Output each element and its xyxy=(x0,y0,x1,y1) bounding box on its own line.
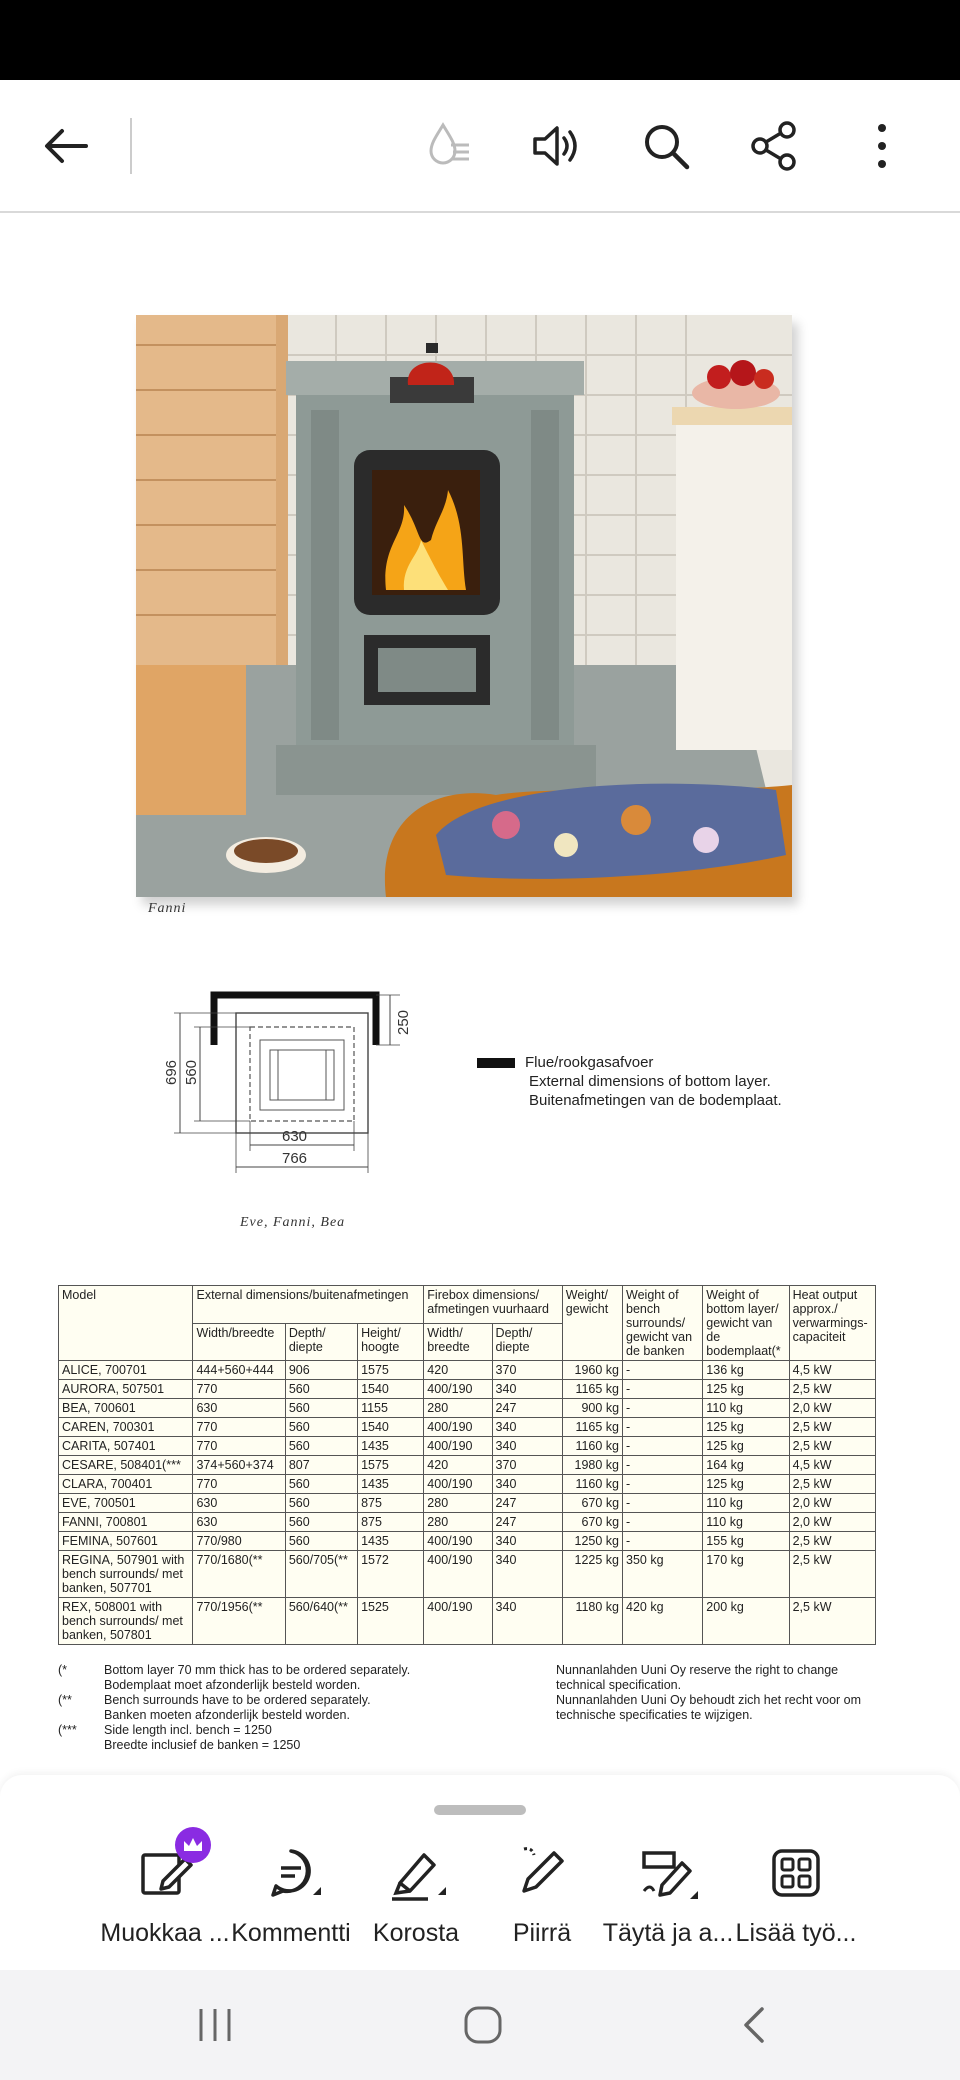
table-row xyxy=(59,1380,876,1399)
chevron-left-icon xyxy=(738,2005,768,2045)
footnote-3-en: Side length incl. bench = 1250 xyxy=(104,1723,272,1737)
legend-line-2: External dimensions of bottom layer. xyxy=(529,1073,771,1090)
cell-ext-width: 770/1956(** xyxy=(193,1598,285,1645)
cell-bench-weight: - xyxy=(623,1418,703,1437)
cell-fb-width: 280 xyxy=(424,1494,492,1513)
cell-fb-width: 400/190 xyxy=(424,1437,492,1456)
cell-heat-output: 2,0 kW xyxy=(789,1494,875,1513)
cell-bottom-weight: 110 kg xyxy=(703,1513,789,1532)
cell-weight: 1160 kg xyxy=(562,1475,622,1494)
speaker-icon xyxy=(529,119,583,173)
disclaimer-nl: Nunnanlahden Uuni Oy behoudt zich het recht voor om technische specificaties te wijzigen. xyxy=(556,1693,862,1722)
cell-weight: 1980 kg xyxy=(562,1456,622,1475)
home-button[interactable] xyxy=(453,2000,513,2050)
draw-icon xyxy=(510,1841,574,1905)
tool-fill-sign-label: Täytä ja a... xyxy=(602,1919,734,1947)
cell-fb-width: 420 xyxy=(424,1456,492,1475)
photo-caption: Fanni xyxy=(148,901,187,916)
table-row xyxy=(59,1532,876,1551)
cell-bottom-weight: 125 kg xyxy=(703,1418,789,1437)
cell-heat-output: 2,5 kW xyxy=(789,1380,875,1399)
cell-model: CLARA, 700401 xyxy=(59,1475,193,1494)
cell-weight: 1960 kg xyxy=(562,1361,622,1380)
cell-bench-weight: - xyxy=(623,1437,703,1456)
fill-sign-icon xyxy=(636,1841,700,1905)
cell-fb-depth: 370 xyxy=(492,1361,562,1380)
dim-250-label: 250 xyxy=(395,1009,412,1035)
search-button[interactable] xyxy=(628,108,704,184)
cell-heat-output: 4,5 kW xyxy=(789,1361,875,1380)
legend-line-1: Flue/rookgasafvoer xyxy=(525,1054,654,1071)
cell-bench-weight: - xyxy=(623,1513,703,1532)
read-aloud-button[interactable] xyxy=(518,108,594,184)
header-external-dimensions: External dimensions/buitenafmetingen xyxy=(193,1286,424,1324)
footnote-1-en: Bottom layer 70 mm thick has to be ordered separately. xyxy=(104,1663,411,1677)
cell-ext-height: 1525 xyxy=(358,1598,424,1645)
cell-ext-width: 444+560+444 xyxy=(193,1361,285,1380)
cell-ext-depth: 560 xyxy=(285,1399,357,1418)
table-row xyxy=(59,1437,876,1456)
footnote-2-nl: Banken moeten afzonderlijk besteld worden. xyxy=(104,1708,350,1722)
stove-photo xyxy=(136,315,792,897)
cell-ext-depth: 807 xyxy=(285,1456,357,1475)
cell-heat-output: 2,5 kW xyxy=(789,1475,875,1494)
subheader-ext-width: Width/breedte xyxy=(193,1323,285,1361)
cell-fb-width: 400/190 xyxy=(424,1532,492,1551)
subheader-ext-height: Height/ hoogte xyxy=(358,1323,424,1361)
home-icon xyxy=(463,2005,503,2045)
share-button[interactable] xyxy=(736,108,812,184)
header-model: Model xyxy=(59,1286,193,1361)
more-vertical-icon xyxy=(872,121,892,171)
cell-model: CAREN, 700301 xyxy=(59,1418,193,1437)
toolbar-divider xyxy=(130,118,132,174)
cell-bench-weight: - xyxy=(623,1456,703,1475)
cell-fb-depth: 340 xyxy=(492,1598,562,1645)
document-page xyxy=(0,215,960,1775)
tools-bottom-sheet xyxy=(0,1775,960,1970)
cell-bottom-weight: 110 kg xyxy=(703,1399,789,1418)
cell-ext-width: 374+560+374 xyxy=(193,1456,285,1475)
cell-fb-width: 280 xyxy=(424,1399,492,1418)
cell-ext-width: 770 xyxy=(193,1380,285,1399)
system-navigation-bar xyxy=(0,1970,960,2080)
cell-weight: 670 kg xyxy=(562,1494,622,1513)
footnote-1-mark: (* xyxy=(58,1663,68,1677)
cell-model: CESARE, 508401(*** xyxy=(59,1456,193,1475)
cell-fb-width: 400/190 xyxy=(424,1380,492,1399)
cell-fb-depth: 340 xyxy=(492,1418,562,1437)
reading-mode-button[interactable] xyxy=(410,108,486,184)
cell-ext-height: 1575 xyxy=(358,1361,424,1380)
cell-bench-weight: - xyxy=(623,1475,703,1494)
cell-ext-depth: 560 xyxy=(285,1418,357,1437)
cell-weight: 670 kg xyxy=(562,1513,622,1532)
cell-weight: 1165 kg xyxy=(562,1418,622,1437)
dim-560-vertical-label: 560 xyxy=(183,1059,200,1085)
status-bar xyxy=(0,0,960,80)
cell-bench-weight: - xyxy=(623,1399,703,1418)
cell-fb-width: 280 xyxy=(424,1513,492,1532)
cell-bottom-weight: 164 kg xyxy=(703,1456,789,1475)
cell-ext-width: 630 xyxy=(193,1513,285,1532)
subheader-fb-depth: Depth/ diepte xyxy=(492,1323,562,1361)
cell-fb-depth: 340 xyxy=(492,1380,562,1399)
cell-bottom-weight: 155 kg xyxy=(703,1532,789,1551)
header-firebox-dimensions: Firebox dimensions/ afmetingen vuurhaard xyxy=(424,1286,563,1324)
table-row xyxy=(59,1598,876,1645)
back-button[interactable] xyxy=(28,108,104,184)
cell-ext-depth: 560 xyxy=(285,1494,357,1513)
footnote-3 xyxy=(58,1723,876,1753)
cell-ext-width: 630 xyxy=(193,1399,285,1418)
cell-ext-width: 770/980 xyxy=(193,1532,285,1551)
cell-ext-depth: 560 xyxy=(285,1513,357,1532)
cell-fb-width: 400/190 xyxy=(424,1551,492,1598)
header-bottom-weight: Weight of bottom layer/ gewicht van de bodemplaat(* xyxy=(703,1286,789,1361)
footnotes xyxy=(58,1663,876,1753)
footnote-3-nl: Breedte inclusief de banken = 1250 xyxy=(104,1738,301,1752)
more-options-button[interactable] xyxy=(844,108,920,184)
header-bench-weight: Weight of bench surrounds/ gewicht van de banken xyxy=(623,1286,703,1361)
cell-ext-depth: 560/705(** xyxy=(285,1551,357,1598)
footnote-2-mark: (** xyxy=(58,1693,72,1707)
recent-apps-button[interactable] xyxy=(185,2000,245,2050)
cell-heat-output: 4,5 kW xyxy=(789,1456,875,1475)
cell-weight: 1160 kg xyxy=(562,1437,622,1456)
cell-bottom-weight: 200 kg xyxy=(703,1598,789,1645)
tool-draw-label: Piirrä xyxy=(512,1919,572,1947)
cell-model: ALICE, 700701 xyxy=(59,1361,193,1380)
tool-comment-label: Kommentti xyxy=(231,1919,351,1947)
cell-model: FEMINA, 507601 xyxy=(59,1532,193,1551)
cell-ext-height: 1540 xyxy=(358,1380,424,1399)
table-row xyxy=(59,1494,876,1513)
cell-weight: 1180 kg xyxy=(562,1598,622,1645)
more-tools-icon xyxy=(764,1841,828,1905)
cell-fb-width: 400/190 xyxy=(424,1418,492,1437)
cell-model: EVE, 700501 xyxy=(59,1494,193,1513)
cell-fb-depth: 340 xyxy=(492,1532,562,1551)
cell-weight: 1225 kg xyxy=(562,1551,622,1598)
cell-fb-depth: 247 xyxy=(492,1399,562,1418)
cell-bench-weight: - xyxy=(623,1361,703,1380)
cell-weight: 900 kg xyxy=(562,1399,622,1418)
diagram-caption: Eve, Fanni, Bea xyxy=(240,1215,346,1230)
cell-ext-height: 1435 xyxy=(358,1475,424,1494)
specification-table xyxy=(58,1285,876,1645)
cell-ext-depth: 560 xyxy=(285,1475,357,1494)
premium-badge xyxy=(175,1827,211,1863)
cell-model: AURORA, 507501 xyxy=(59,1380,193,1399)
cell-bottom-weight: 125 kg xyxy=(703,1380,789,1399)
tool-edit-label: Muokkaa ... xyxy=(100,1919,230,1947)
system-back-button[interactable] xyxy=(723,2000,783,2050)
flue-legend-swatch xyxy=(477,1058,515,1068)
recent-apps-icon xyxy=(195,2007,235,2043)
cell-bench-weight: 350 kg xyxy=(623,1551,703,1598)
footnote-2-en: Bench surrounds have to be ordered separately. xyxy=(104,1693,371,1707)
cell-ext-height: 875 xyxy=(358,1494,424,1513)
share-icon xyxy=(747,119,801,173)
cell-heat-output: 2,5 kW xyxy=(789,1437,875,1456)
header-heat-output: Heat output approx./ verwarmings-capaciteit xyxy=(789,1286,875,1361)
legend-line-3: Buitenafmetingen van de bodemplaat. xyxy=(529,1092,782,1109)
sheet-drag-handle[interactable] xyxy=(434,1805,526,1815)
footnote-1-nl: Bodemplaat moet afzonderlijk besteld worden. xyxy=(104,1678,361,1692)
cell-bench-weight: - xyxy=(623,1494,703,1513)
cell-fb-depth: 247 xyxy=(492,1494,562,1513)
back-arrow-icon xyxy=(42,126,90,166)
cell-ext-width: 770/1680(** xyxy=(193,1551,285,1598)
cell-ext-width: 770 xyxy=(193,1475,285,1494)
cell-fb-width: 400/190 xyxy=(424,1598,492,1645)
cell-fb-width: 420 xyxy=(424,1361,492,1380)
disclaimer-en: Nunnanlahden Uuni Oy reserve the right to change technical specification. xyxy=(556,1663,839,1692)
highlight-icon xyxy=(384,1841,448,1905)
reading-mode-icon xyxy=(421,119,475,173)
cell-ext-height: 1435 xyxy=(358,1532,424,1551)
cell-heat-output: 2,5 kW xyxy=(789,1532,875,1551)
cell-bottom-weight: 125 kg xyxy=(703,1475,789,1494)
cell-ext-depth: 560 xyxy=(285,1380,357,1399)
cell-bench-weight: - xyxy=(623,1532,703,1551)
tool-more-tools[interactable] xyxy=(721,1841,871,1961)
table-row xyxy=(59,1399,876,1418)
search-icon xyxy=(640,120,692,172)
cell-heat-output: 2,5 kW xyxy=(789,1598,875,1645)
cell-ext-width: 770 xyxy=(193,1437,285,1456)
footnote-3-mark: (*** xyxy=(58,1723,77,1737)
cell-ext-height: 1572 xyxy=(358,1551,424,1598)
cell-heat-output: 2,0 kW xyxy=(789,1513,875,1532)
cell-fb-depth: 340 xyxy=(492,1475,562,1494)
cell-fb-depth: 247 xyxy=(492,1513,562,1532)
cell-bench-weight: - xyxy=(623,1380,703,1399)
dim-766-label: 766 xyxy=(282,1150,308,1167)
cell-bench-weight: 420 kg xyxy=(623,1598,703,1645)
table-row xyxy=(59,1551,876,1598)
cell-ext-width: 630 xyxy=(193,1494,285,1513)
cell-bottom-weight: 125 kg xyxy=(703,1437,789,1456)
cell-weight: 1250 kg xyxy=(562,1532,622,1551)
cell-bottom-weight: 170 kg xyxy=(703,1551,789,1598)
cell-fb-depth: 370 xyxy=(492,1456,562,1475)
cell-model: FANNI, 700801 xyxy=(59,1513,193,1532)
tool-highlight-label: Korosta xyxy=(372,1919,460,1947)
cell-heat-output: 2,0 kW xyxy=(789,1399,875,1418)
cell-fb-width: 400/190 xyxy=(424,1475,492,1494)
cell-heat-output: 2,5 kW xyxy=(789,1551,875,1598)
table-row xyxy=(59,1475,876,1494)
cell-ext-depth: 560/640(** xyxy=(285,1598,357,1645)
cell-fb-depth: 340 xyxy=(492,1437,562,1456)
header-weight: Weight/ gewicht xyxy=(562,1286,622,1361)
comment-icon xyxy=(259,1841,323,1905)
cell-model: REX, 508001 with bench surrounds/ met banken, 507801 xyxy=(59,1598,193,1645)
table-row xyxy=(59,1456,876,1475)
cell-ext-height: 1435 xyxy=(358,1437,424,1456)
crown-icon xyxy=(182,1836,204,1854)
cell-ext-height: 1540 xyxy=(358,1418,424,1437)
cell-ext-depth: 560 xyxy=(285,1437,357,1456)
dim-696-label: 696 xyxy=(163,1059,180,1085)
diagram-legend xyxy=(477,1053,782,1110)
table-row xyxy=(59,1418,876,1437)
table-row xyxy=(59,1513,876,1532)
cell-bottom-weight: 136 kg xyxy=(703,1361,789,1380)
cell-heat-output: 2,5 kW xyxy=(789,1418,875,1437)
dim-630-label: 630 xyxy=(282,1128,308,1145)
tool-more-tools-label: Lisää työ... xyxy=(735,1919,857,1947)
table-body xyxy=(59,1361,876,1645)
cell-bottom-weight: 110 kg xyxy=(703,1494,789,1513)
cell-fb-depth: 340 xyxy=(492,1551,562,1598)
table-row xyxy=(59,1361,876,1380)
cell-model: CARITA, 507401 xyxy=(59,1437,193,1456)
subheader-fb-width: Width/ breedte xyxy=(424,1323,492,1361)
cell-ext-width: 770 xyxy=(193,1418,285,1437)
footnotes-right xyxy=(556,1663,886,1723)
table-header-row xyxy=(59,1286,876,1324)
cell-model: REGINA, 507901 with bench surrounds/ met banken, 507701 xyxy=(59,1551,193,1598)
cell-ext-height: 875 xyxy=(358,1513,424,1532)
cell-model: BEA, 700601 xyxy=(59,1399,193,1418)
cell-ext-height: 1575 xyxy=(358,1456,424,1475)
cell-ext-height: 1155 xyxy=(358,1399,424,1418)
cell-ext-depth: 560 xyxy=(285,1532,357,1551)
top-toolbar xyxy=(0,80,960,213)
cell-weight: 1165 kg xyxy=(562,1380,622,1399)
cell-ext-depth: 906 xyxy=(285,1361,357,1380)
subheader-ext-depth: Depth/ diepte xyxy=(285,1323,357,1361)
stove-dimension-diagram xyxy=(150,985,430,1205)
